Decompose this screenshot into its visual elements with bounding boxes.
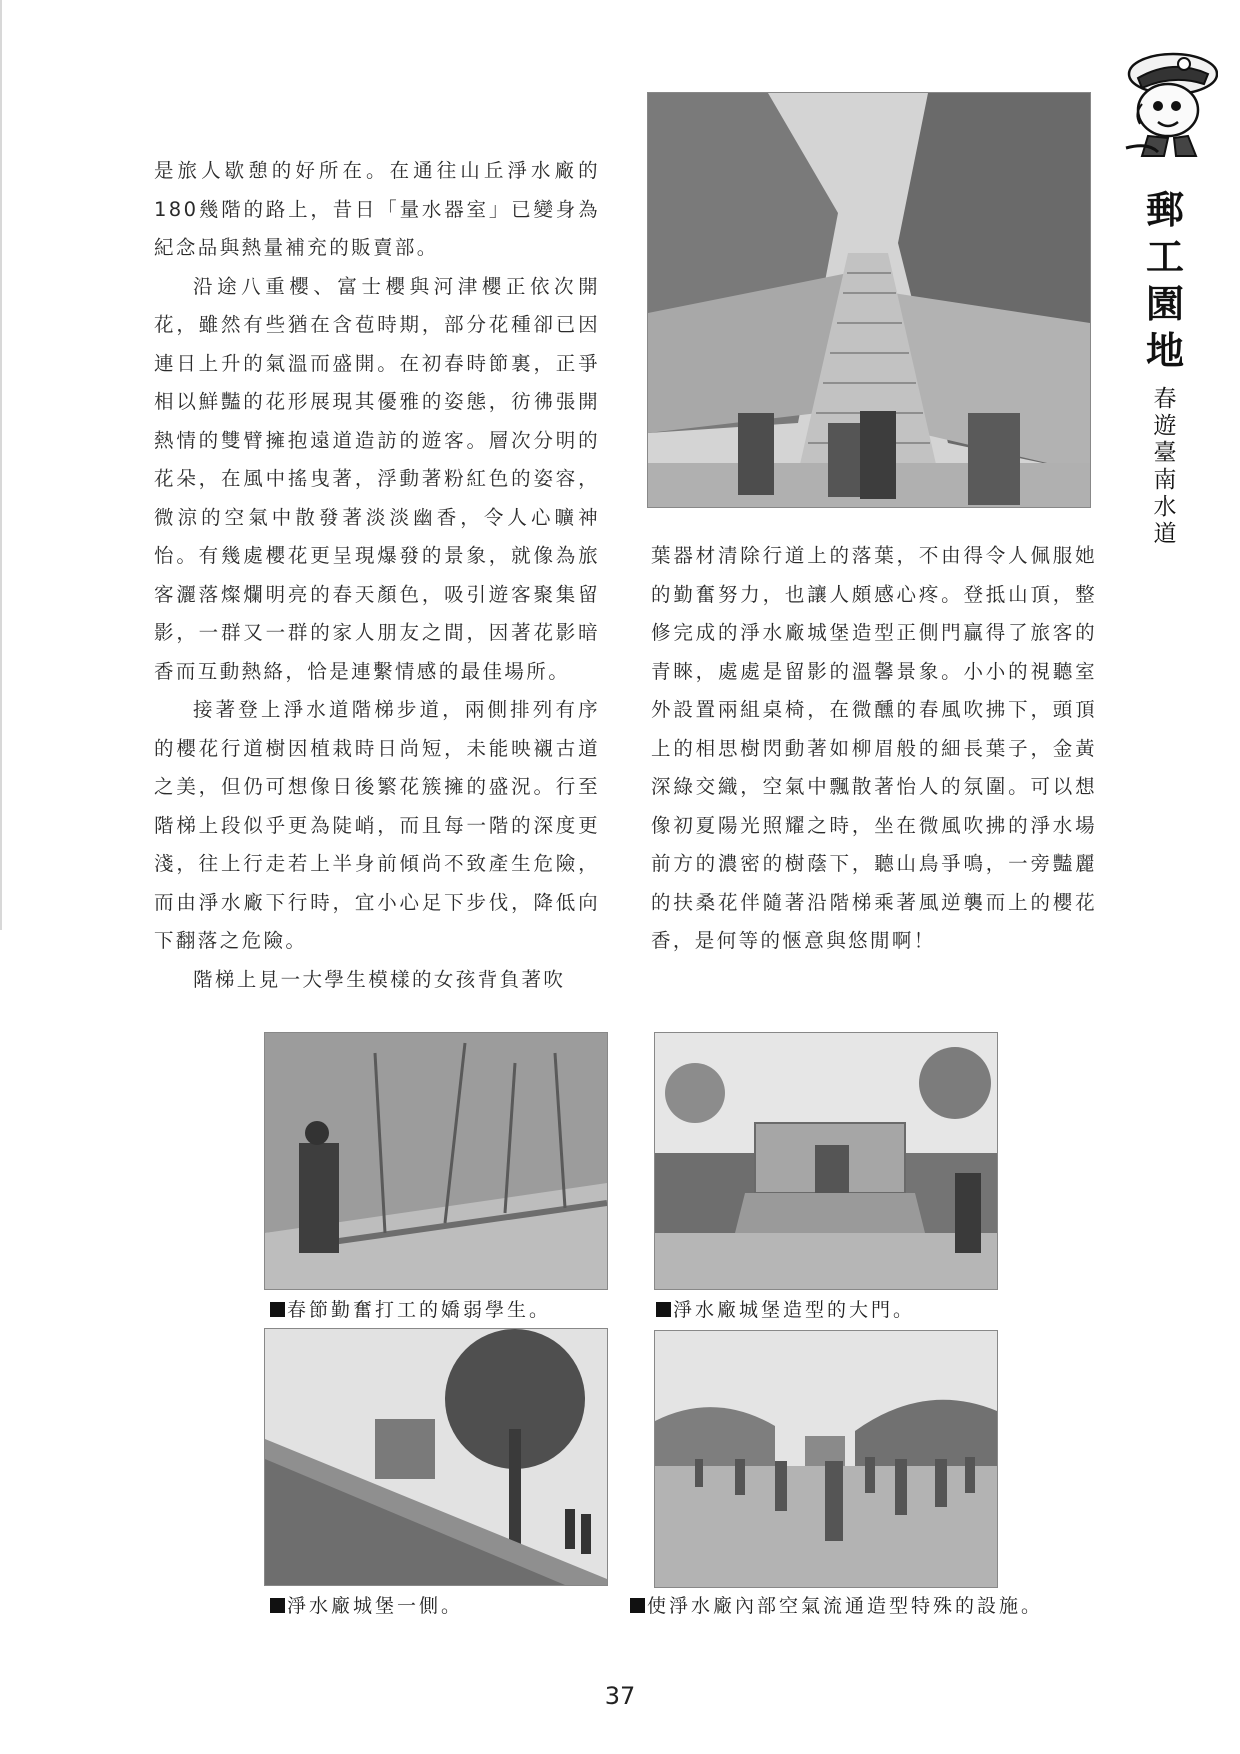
subtitle-char: 道 — [1153, 521, 1177, 547]
caption-bullet-icon — [656, 1302, 671, 1317]
caption-text: 春節勤奮打工的嬌弱學生。 — [287, 1299, 552, 1321]
caption-photo2 — [656, 1295, 915, 1322]
page-number: 37 — [604, 1682, 636, 1710]
caption-bullet-icon — [270, 1598, 285, 1613]
caption-text: 淨水廠城堡造型的大門。 — [673, 1299, 916, 1321]
caption-photo1 — [270, 1295, 551, 1322]
column-title — [1141, 186, 1189, 374]
subtitle-char: 臺 — [1153, 440, 1177, 466]
paragraph: 階梯上見一大學生模樣的女孩背負著吹 — [193, 967, 566, 991]
caption-photo3 — [270, 1591, 463, 1618]
photo-stairway — [647, 92, 1091, 508]
article-right-column — [651, 537, 1097, 961]
caption-text: 使淨水廠內部空氣流通造型特殊的設施。 — [647, 1595, 1044, 1617]
paragraph: 沿途八重櫻、富士櫻與河津櫻正依次開花，雖然有些猶在含苞時期，部分花種卻已因連日上升的氣溫而盛開。在初春時節裏，正爭相以鮮豔的花形展現其優雅的姿態，彷彿張開熱情的雙臂擁抱遠道造訪的遊客。層次分明的花朵，在風中搖曳著，浮動著粉紅色的姿容，微涼的空氣中散發著淡淡幽香，令人心曠神怡。有幾處櫻花更呈現爆發的景象，就像為旅客灑落燦爛明亮的春天顏色，吸引遊客聚集留影，一群又一群的家人朋友之間，因著花影暗香而互動熱絡，恰是連繫情感的最佳場所。 — [154, 274, 600, 683]
page-edge-mark — [0, 0, 2, 930]
caption-bullet-icon — [270, 1302, 285, 1317]
paragraph: 接著登上淨水道階梯步道，兩側排列有序的櫻花行道樹因植栽時日尚短，未能映襯古道之美，但仍可想像日後繁花簇擁的盛況。行至階梯上段似乎更為陡峭，而且每一階的深度更淺，往上行走若上半身前傾尚不致產生危險，而由淨水廠下行時，宜小心足下步伐，降低向下翻落之危險。 — [154, 698, 600, 952]
photo-student — [264, 1032, 608, 1290]
subtitle-char: 遊 — [1153, 413, 1177, 439]
caption-text: 淨水廠城堡一側。 — [287, 1595, 464, 1617]
subtitle-char: 南 — [1153, 467, 1177, 493]
caption-photo4 — [630, 1591, 1043, 1618]
article-subtitle — [1148, 386, 1182, 548]
subtitle-char: 水 — [1153, 494, 1177, 520]
article-left-column — [154, 152, 600, 999]
postman-mascot-icon — [1118, 44, 1218, 162]
column-title-char: 郵 — [1145, 187, 1184, 232]
column-title-char: 園 — [1145, 281, 1184, 326]
paragraph: 葉器材清除行道上的落葉，不由得令人佩服她的勤奮努力，也讓人頗感心疼。登抵山頂，整修完成的淨水廠城堡造型正側門贏得了旅客的青睞，處處是留影的溫馨景象。小小的視聽室外設置兩組桌椅，在微醺的春風吹拂下，頭頂上的相思樹閃動著如柳眉般的細長葉子，金黃深綠交織，空氣中飄散著怡人的氛圍。可以想像初夏陽光照耀之時，坐在微風吹拂的淨水場前方的濃密的樹蔭下，聽山鳥爭鳴，一旁豔麗的扶桑花伴隨著沿階梯乘著風逆襲而上的櫻花香，是何等的愜意與悠閒啊！ — [651, 544, 1097, 952]
column-title-char: 地 — [1145, 328, 1184, 373]
caption-bullet-icon — [630, 1598, 645, 1613]
photo-castle-side — [264, 1328, 608, 1586]
subtitle-char: 春 — [1153, 386, 1177, 412]
photo-ventilation-pillars — [654, 1330, 998, 1588]
photo-castle-gate — [654, 1032, 998, 1290]
paragraph: 是旅人歇憩的好所在。在通往山丘淨水廠的180幾階的路上，昔日「量水器室」已變身為紀念品與熱量補充的販賣部。 — [154, 159, 600, 259]
column-title-char: 工 — [1145, 234, 1184, 279]
